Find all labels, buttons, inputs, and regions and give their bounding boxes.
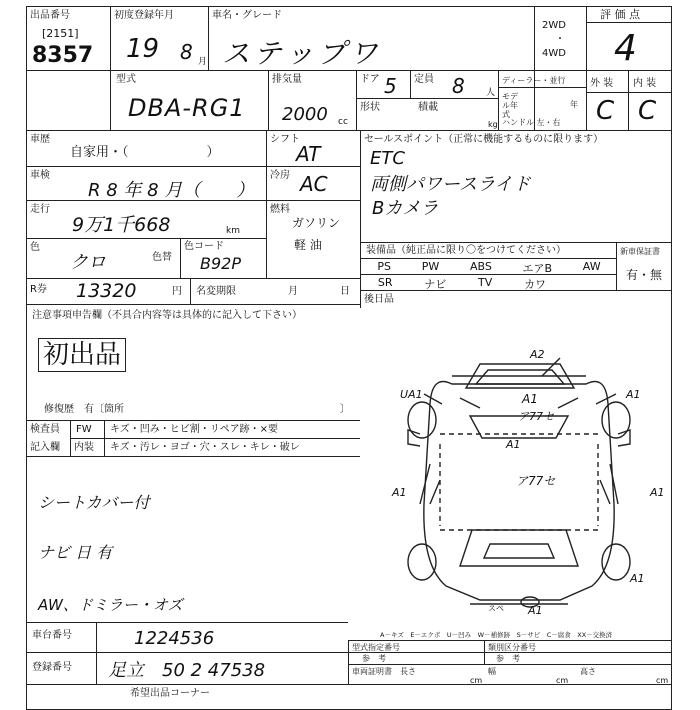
sales-point-2: 両側パワースライド xyxy=(370,174,531,195)
color-code-value: B92P xyxy=(200,254,241,273)
equipment-item-r2-1: ナビ xyxy=(424,278,447,291)
diag-mark-a1-left-wheel: A1 xyxy=(626,388,641,401)
model-label: 型式 xyxy=(116,74,136,85)
year-unit: 年 xyxy=(570,100,578,109)
notes-stamp: 初出品 xyxy=(38,338,126,372)
recycle-label: R券 xyxy=(30,284,47,295)
diag-mark-ua1-left: UA1 xyxy=(400,388,423,401)
sales-point-1: ETC xyxy=(370,148,405,169)
diag-mark-a1-rear-left: A1 xyxy=(630,572,645,585)
color-label: 色 xyxy=(30,242,40,253)
expiry-day: 日 xyxy=(340,286,350,297)
inspection-label: 車検 xyxy=(30,170,50,181)
cm-unit-3: cm xyxy=(656,676,669,685)
fw-items: キズ・凹み・ヒビ割・リペア跡・×要 xyxy=(110,424,278,435)
inspector-label-2: 記入欄 xyxy=(30,442,60,453)
car-diagram xyxy=(360,304,672,624)
first-reg-label: 初度登録年月 xyxy=(114,10,174,21)
load-label: 積載 xyxy=(418,102,438,113)
diag-mark-a2: A2 xyxy=(530,348,545,361)
diag-mark-a1-top: A1 xyxy=(522,392,538,406)
first-reg-year: 19 xyxy=(126,34,160,64)
equipment-item-r2-3: カワ xyxy=(524,278,547,291)
warranty-value: 有・無 xyxy=(626,268,663,282)
sales-points-label: セールスポイント（正常に機能するものに限ります） xyxy=(364,134,604,145)
equipment-item-r2-0: SR xyxy=(377,276,393,289)
fuel-gasoline: ガソリン xyxy=(292,216,341,230)
diag-mark-a1-side-right: A1 xyxy=(650,486,665,499)
interior-label: 内 装 xyxy=(633,78,657,89)
drive-dot: ・ xyxy=(555,34,565,45)
exterior-grade: C xyxy=(596,96,615,126)
class-ref: 参 考 xyxy=(496,654,520,663)
lot-label: 出品番号 xyxy=(30,10,70,21)
grade-label: 評 価 点 xyxy=(600,8,640,21)
fuel-diesel: 軽 油 xyxy=(294,238,322,252)
seats-label: 定員 xyxy=(414,74,434,85)
post-date-label: 後日品 xyxy=(364,294,394,305)
aircon-value: AC xyxy=(300,172,328,196)
diag-mark-a1-side-left: A1 xyxy=(392,486,407,499)
equipment-row-2 xyxy=(362,276,562,290)
notes-label: 注意事項申告欄（不具合内容等は具体的に記入して下さい） xyxy=(32,310,302,321)
equipment-item-r1-1: PW xyxy=(421,260,440,273)
kg-unit: kg xyxy=(488,120,498,129)
displacement-value: 2000 xyxy=(282,104,328,125)
repair-end: 〕 xyxy=(340,404,350,415)
remark-2: ナビ 日 有 xyxy=(38,543,113,562)
equipment-item-r2-2: TV xyxy=(478,276,493,289)
door-value: 5 xyxy=(384,74,397,98)
equipment-item-r1-3: エアB xyxy=(522,262,553,275)
door-label: ドア xyxy=(360,74,380,85)
color-value: クロ xyxy=(70,252,106,273)
history-value: 自家用・（ ） xyxy=(70,145,220,160)
drive-2wd: 2WD xyxy=(542,20,566,31)
recycle-value: 13320 xyxy=(76,280,137,302)
diag-mark-a1-bottom: A1 xyxy=(528,604,543,617)
chassis-value: 1224536 xyxy=(134,628,215,649)
exterior-label: 外 装 xyxy=(590,78,614,89)
remark-1: シートカバー付 xyxy=(38,493,150,512)
shape-label: 形状 xyxy=(360,102,380,113)
cc-unit: cc xyxy=(338,117,348,127)
reg-label: 登録番号 xyxy=(32,662,72,673)
diag-mark-a1-mid: A1 xyxy=(506,438,521,451)
length-label: 長さ xyxy=(400,667,416,676)
model-year-label: モデル年式 xyxy=(502,92,518,119)
cm-unit-2: cm xyxy=(556,676,569,685)
first-reg-month: 8 xyxy=(180,40,193,64)
inspection-value: R 8 年 8 月（ ） xyxy=(88,180,255,201)
yen-unit: 円 xyxy=(172,286,182,297)
expiry-month: 月 xyxy=(288,286,298,297)
cm-unit-1: cm xyxy=(470,676,483,685)
type-cert-ref: 参 考 xyxy=(362,654,386,663)
diag-spare-label: スペ xyxy=(488,604,504,613)
interior-label-insp: 内装 xyxy=(74,442,94,453)
type-cert-label: 型式指定番号 xyxy=(352,643,400,652)
interior-grade: C xyxy=(638,96,657,126)
grade-value: 4 xyxy=(614,28,637,69)
color-code-label: 色コード xyxy=(184,241,224,252)
history-label: 車歴 xyxy=(30,134,50,145)
reg-value: 足立 50 2 47538 xyxy=(108,660,266,681)
car-name-label: 車名・グレード xyxy=(212,10,282,21)
width-label: 幅 xyxy=(488,667,496,676)
displacement-label: 排気量 xyxy=(272,74,302,85)
remark-3: AW、ドミラー・オズ xyxy=(38,596,183,614)
warranty-label: 新車保証書 xyxy=(620,247,660,256)
equipment-item-r1-2: ABS xyxy=(469,260,492,273)
model-value: DBA-RG1 xyxy=(128,94,246,122)
shift-label: シフト xyxy=(270,134,300,145)
equipment-item-r1-4: AW xyxy=(582,260,601,273)
bottom-corner-label: 希望出品コーナー xyxy=(130,688,210,699)
chassis-label: 車台番号 xyxy=(32,630,72,641)
equipment-label: 装備品（純正品に限り〇をつけてください） xyxy=(366,245,566,256)
fuel-label: 燃料 xyxy=(270,204,290,215)
aircon-label: 冷房 xyxy=(270,170,290,181)
repair-label: 修復歴 有〔箇所 xyxy=(44,404,124,415)
diag-text-paint-1: ア77セ xyxy=(518,410,554,423)
interior-items: キズ・汚レ・ヨゴ・穴・スレ・キレ・破レ xyxy=(110,442,300,453)
drive-4wd: 4WD xyxy=(542,48,566,59)
dealer-label: ディーラー・並行 xyxy=(502,76,566,85)
expiry-label: 名変期限 xyxy=(196,286,236,297)
inspector-label-1: 検査員 xyxy=(30,424,60,435)
lot-code: [2151] xyxy=(42,27,79,40)
dims-label: 車両証明書 xyxy=(352,667,392,676)
equipment-item-r1-0: PS xyxy=(377,260,391,273)
color-change-label: 色替 xyxy=(152,252,172,263)
car-name: ステップワ xyxy=(222,37,382,70)
diag-text-paint-2: ア77セ xyxy=(516,474,556,488)
handle-label: ハンドル 左・右 xyxy=(502,118,561,127)
class-label: 類別区分番号 xyxy=(488,643,536,652)
seats-value: 8 xyxy=(452,74,465,98)
equipment-row-1 xyxy=(362,260,616,274)
height-label: 高さ xyxy=(580,667,596,676)
person-unit: 人 xyxy=(486,88,496,98)
fw-label: FW xyxy=(76,424,92,435)
diagram-legend: A－キズ E－エクボ U－凹み W－補修跡 S－サビ C－腐食 XX－交換済 xyxy=(380,631,613,639)
km-unit: km xyxy=(226,226,240,236)
lot-number: 8357 xyxy=(32,43,94,68)
month-unit: 月 xyxy=(198,57,208,67)
mileage-label: 走行 xyxy=(30,204,50,215)
mileage-value: 9万1千668 xyxy=(72,214,171,236)
shift-value: AT xyxy=(296,142,321,166)
sales-point-3: Bカメラ xyxy=(372,198,439,219)
